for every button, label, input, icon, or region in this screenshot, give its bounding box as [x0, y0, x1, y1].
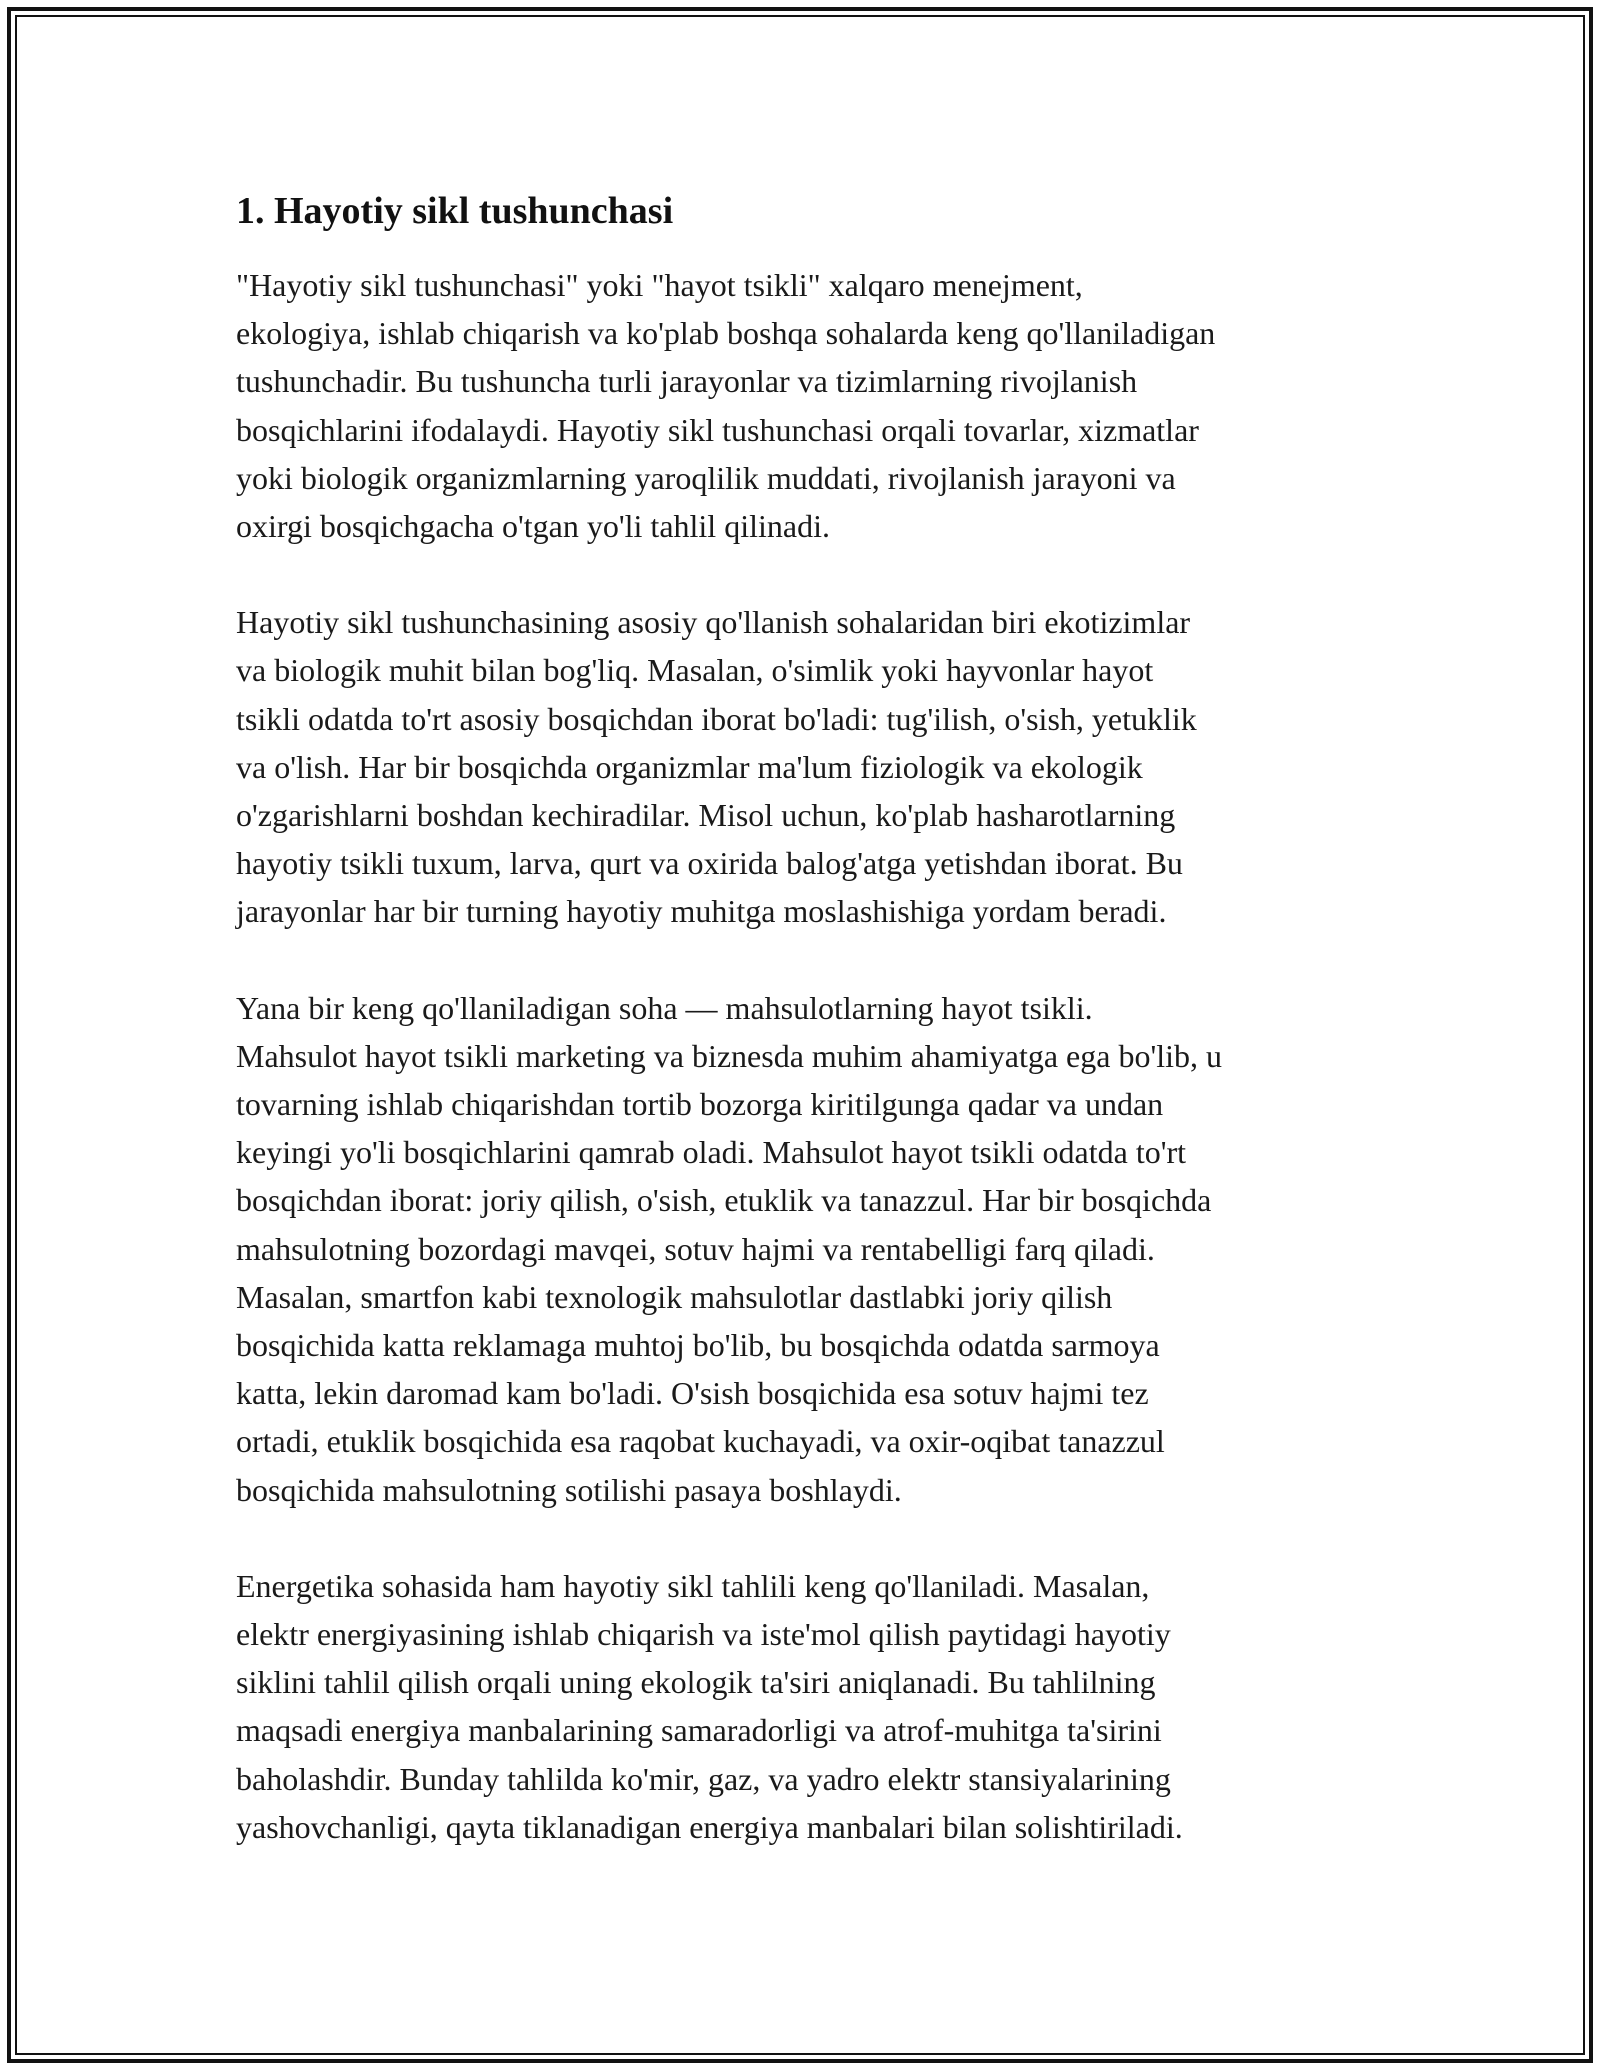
- text-line: Masalan, smartfon kabi texnologik mahsulotlar dastlabki joriy qilish: [236, 1278, 1113, 1315]
- text-line: bosqichdan iborat: joriy qilish, o'sish, etuklik va tanazzul. Har bir bosqichda: [236, 1182, 1212, 1219]
- document-body: [236, 183, 1366, 1899]
- text-line: yoki biologik organizmlarning yaroqlilik muddati, rivojlanish jarayoni va: [236, 459, 1176, 496]
- text-line: Hayotiy sikl tushunchasining asosiy qo'llanish sohalaridan biri ekotizimlar: [236, 604, 1191, 641]
- text-line: jarayonlar har bir turning hayotiy muhitga moslashishiga yordam beradi.: [236, 893, 1167, 930]
- text-line: baholashdir. Bunday tahlilda ko'mir, gaz, va yadro elektr stansiyalarining: [236, 1760, 1171, 1797]
- paragraph-2: [236, 598, 1366, 935]
- text-line: elektr energiyasining ishlab chiqarish va iste'mol qilish paytidagi hayotiy: [236, 1616, 1171, 1653]
- text-line: ekologiya, ishlab chiqarish va ko'plab boshqa sohalarda keng qo'llaniladigan: [236, 315, 1216, 352]
- text-line: bosqichida katta reklamaga muhtoj bo'lib, bu bosqichda odatda sarmoya: [236, 1327, 1160, 1364]
- text-line: keyingi yo'li bosqichlarini qamrab oladi. Mahsulot hayot tsikli odatda to'rt: [236, 1134, 1187, 1171]
- paragraph-3: [236, 984, 1366, 1514]
- text-line: katta, lekin daromad kam bo'ladi. O'sish bosqichida esa sotuv hajmi tez: [236, 1375, 1149, 1412]
- paragraph-4: [236, 1562, 1366, 1851]
- text-line: Mahsulot hayot tsikli marketing va biznesda muhim ahamiyatga ega bo'lib, u: [236, 1037, 1222, 1074]
- text-line: hayotiy tsikli tuxum, larva, qurt va oxirida balog'atga yetishdan iborat. Bu: [236, 845, 1183, 882]
- text-line: Yana bir keng qo'llaniladigan soha — mahsulotlarning hayot tsikli.: [236, 989, 1093, 1026]
- text-line: oxirgi bosqichgacha o'tgan yo'li tahlil qilinadi.: [236, 508, 830, 545]
- text-line: va biologik muhit bilan bog'liq. Masalan, o'simlik yoki hayvonlar hayot: [236, 652, 1154, 689]
- text-line: "Hayotiy sikl tushunchasi" yoki "hayot tsikli" xalqaro menejment,: [236, 267, 1083, 303]
- text-line: siklini tahlil qilish orqali uning ekologik ta'siri aniqlanadi. Bu tahlilning: [236, 1664, 1156, 1701]
- text-line: bosqichida mahsulotning sotilishi pasaya boshlaydi.: [236, 1471, 902, 1508]
- text-line: tushunchadir. Bu tushuncha turli jarayonlar va tizimlarning rivojlanish: [236, 363, 1138, 400]
- text-line: mahsulotning bozordagi mavqei, sotuv hajmi va rentabelligi farq qiladi.: [236, 1230, 1155, 1267]
- text-line: bosqichlarini ifodalaydi. Hayotiy sikl tushunchasi orqali tovarlar, xizmatlar: [236, 411, 1199, 448]
- text-line: tsikli odatda to'rt asosiy bosqichdan iborat bo'ladi: tug'ilish, o'sish, yetuklik: [236, 700, 1197, 737]
- text-line: yashovchanligi, qayta tiklanadigan energiya manbalari bilan solishtiriladi.: [236, 1808, 1183, 1845]
- text-line: ortadi, etuklik bosqichida esa raqobat kuchayadi, va oxir-oqibat tanazzul: [236, 1423, 1165, 1460]
- text-line: tovarning ishlab chiqarishdan tortib bozorga kiritilgunga qadar va undan: [236, 1086, 1164, 1123]
- text-line: Energetika sohasida ham hayotiy sikl tahlili keng qo'llaniladi. Masalan,: [236, 1567, 1150, 1604]
- text-line: o'zgarishlarni boshdan kechiradilar. Misol uchun, ko'plab hasharotlarning: [236, 797, 1176, 834]
- text-line: va o'lish. Har bir bosqichda organizmlar ma'lum fiziologik va ekologik: [236, 748, 1143, 785]
- section-heading: 1. Hayotiy sikl tushunchasi: [236, 190, 674, 232]
- paragraph-1: [236, 261, 1366, 550]
- text-line: maqsadi energiya manbalarining samaradorligi va atrof-muhitga ta'sirini: [236, 1712, 1162, 1749]
